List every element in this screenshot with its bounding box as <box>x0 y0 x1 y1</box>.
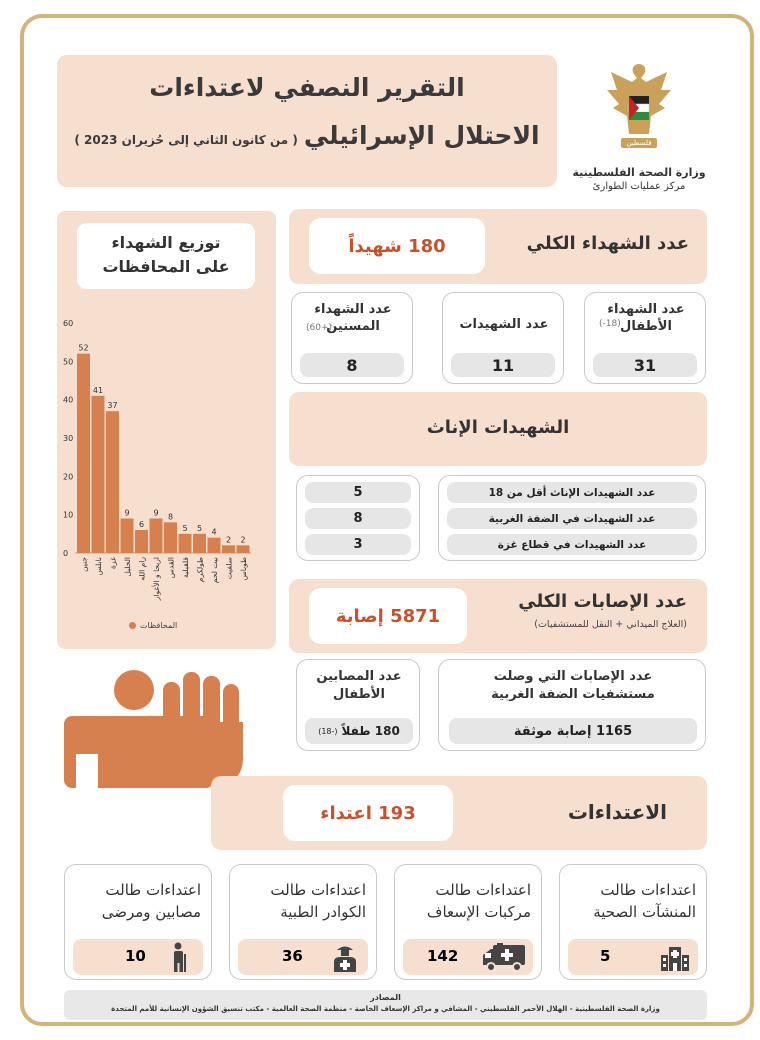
category-label: جنين <box>79 557 89 572</box>
female-under18-label: عدد الشهيدات الإناث أقل من 18 <box>447 482 697 503</box>
bar-value-label: 9 <box>153 508 159 518</box>
attack-patients-value: 10 <box>125 947 146 965</box>
attack-facilities-pill <box>568 939 698 975</box>
chart-bar <box>150 519 163 554</box>
chart-bar <box>92 396 105 553</box>
attack-patients-pill <box>73 939 203 975</box>
injury-children-value: 180 طفلاً <box>341 724 400 738</box>
stop-hand-illustration <box>59 668 279 788</box>
attack-medics-label: اعتداءات طالت الكوادر الطبية <box>270 881 366 921</box>
female-gaza-label: عدد الشهيدات في قطاع غزة <box>447 534 697 555</box>
total-injuries-label: عدد الإصابات الكلي <box>518 591 687 612</box>
injury-children-label: عدد المصابين الأطفال <box>316 669 402 702</box>
chart-bar <box>179 534 192 553</box>
emblem-text: فلسطين <box>626 139 652 147</box>
report-title-line2-wrap <box>57 121 557 150</box>
category-label: طولكرم <box>195 557 205 583</box>
female-westbank-label: عدد الشهيدات في الضفة الغربية <box>447 508 697 529</box>
legend-marker-icon <box>129 622 136 629</box>
bar-value-label: 41 <box>92 385 104 395</box>
bar-value-label: 37 <box>107 401 118 411</box>
ambulance-icon <box>481 943 527 973</box>
category-label: سلفيت <box>224 557 234 580</box>
infographic-frame <box>20 14 754 1026</box>
category-label: طوباس <box>239 557 248 581</box>
attack-ambulances-pill <box>403 939 533 975</box>
injury-hospitals-card <box>438 659 706 751</box>
report-title-line2: الاحتلال الإسرائيلي <box>303 121 540 150</box>
female-labels-card <box>438 475 706 561</box>
chart-bar <box>106 411 119 553</box>
attack-facilities-label: اعتداءات طالت المنشآت الصحية <box>593 881 696 921</box>
medic-icon <box>332 942 358 972</box>
chart-bar <box>164 522 177 553</box>
attack-card-facilities <box>559 864 707 980</box>
total-martyrs-label: عدد الشهداء الكلي <box>526 233 689 254</box>
injury-children-note: (-18) <box>318 726 338 736</box>
bar-value-label: 8 <box>167 512 174 522</box>
attack-card-medics <box>229 864 377 980</box>
female-martyrs-title: الشهيدات الإناث <box>426 417 570 438</box>
attack-medics-value: 36 <box>282 947 303 965</box>
bar-value-label: 2 <box>225 535 232 545</box>
attacks-total-value: 193 اعتداء <box>283 785 453 841</box>
bar-value-label: 9 <box>124 508 130 518</box>
injury-children-card <box>296 659 420 751</box>
chart-bar <box>208 538 221 553</box>
female-gaza-value: 3 <box>305 534 411 555</box>
category-label: القدس <box>166 557 176 579</box>
martyr-children-note: (-18) <box>599 319 621 329</box>
female-values-card <box>296 475 420 561</box>
elderly-martyrs-note: (60+) <box>306 323 333 333</box>
total-injuries-sub: (العلاج الميداني + النقل للمستشفيات) <box>534 619 687 630</box>
y-tick-label: 0 <box>63 549 69 558</box>
female-martyrs-value: 11 <box>451 353 555 377</box>
injury-hospitals-label: عدد الإصابات التي وصلت مستشفيات الضفة الغربية <box>491 669 655 702</box>
attack-ambulances-value: 142 <box>427 947 459 965</box>
martyr-children-label: عدد الشهداء الأطفال <box>607 302 685 334</box>
martyrs-by-governorate-chart <box>57 211 276 649</box>
bar-value-label: 5 <box>182 523 188 533</box>
report-title-line1: التقرير النصفي لاعتداءات <box>149 73 465 102</box>
total-martyrs-value: 180 شهيداً <box>309 218 485 274</box>
injury-children-pill <box>305 718 413 744</box>
chart-title: توزيع الشهداء على المحافظات <box>102 233 230 276</box>
bar-value-label: 6 <box>138 520 145 529</box>
category-label: غزة <box>108 557 118 569</box>
chart-bar <box>135 530 148 553</box>
y-tick-label: 50 <box>63 357 74 367</box>
elderly-martyrs-card <box>291 292 413 384</box>
y-tick-label: 40 <box>63 395 74 405</box>
attacks-total-label: الاعتداءات <box>567 800 667 824</box>
category-label: الخليل <box>123 557 132 577</box>
y-tick-label: 60 <box>63 319 74 328</box>
chart-bar <box>77 354 90 553</box>
ministry-unit: مركز عمليات الطوارئ <box>592 181 686 192</box>
bar-value-label: 2 <box>240 535 246 545</box>
attack-ambulances-label: اعتداءات طالت مركبات الإسعاف <box>426 881 531 921</box>
sources-box <box>64 990 707 1020</box>
chart-bar <box>237 545 250 553</box>
category-label: رام الله <box>137 557 147 581</box>
female-westbank-value: 8 <box>305 508 411 529</box>
hospital-icon <box>660 943 690 971</box>
ministry-name: وزارة الصحة الفلسطينية <box>572 166 706 179</box>
category-label: بيت لحم <box>210 557 219 584</box>
sources-text: وزارة الصحة الفلسطينية - الهلال الأحمر الفلسطيني - المشافي و مراكز الإسعاف الخاصة - منظمة الصحة العالمية - مكتب تنسيق الشؤون الإنسانية للأمم المتحدة <box>111 1005 660 1013</box>
total-injuries-box <box>289 579 707 653</box>
attack-card-patients <box>64 864 212 980</box>
female-martyrs-header <box>289 392 707 466</box>
female-martyrs-card <box>442 292 564 384</box>
injury-hospitals-value: 1165 إصابة موثقة <box>449 718 697 744</box>
patient-icon <box>169 942 189 972</box>
female-under18-value: 5 <box>305 482 411 503</box>
female-martyrs-label: عدد الشهيدات <box>459 317 549 332</box>
chart-legend <box>129 621 177 630</box>
martyr-children-value: 31 <box>593 353 697 377</box>
martyr-children-card <box>584 292 706 384</box>
bar-value-label: 52 <box>78 343 89 353</box>
attacks-total-box <box>211 776 707 850</box>
total-martyrs-box <box>289 209 707 284</box>
chart-bar <box>222 545 235 553</box>
attack-medics-pill <box>238 939 368 975</box>
ministry-emblem <box>599 56 679 156</box>
category-label: اريحا و الأغوار <box>152 557 161 601</box>
legend-label: المحافظات <box>140 621 178 630</box>
category-label: قلقيلية <box>181 557 190 578</box>
attack-facilities-value: 5 <box>600 947 611 965</box>
elderly-martyrs-value: 8 <box>300 353 404 377</box>
elderly-martyrs-label: عدد الشهداء المسنين <box>314 302 392 334</box>
bar-value-label: 5 <box>196 523 203 533</box>
attack-patients-label: اعتداءات طالت مصابين ومرضى <box>101 881 201 921</box>
chart-panel <box>57 211 276 649</box>
attack-card-ambulances <box>394 864 542 980</box>
y-tick-label: 10 <box>63 510 74 520</box>
category-label: نابلس <box>94 557 103 576</box>
total-injuries-value: 5871 إصابة <box>309 588 467 644</box>
y-tick-label: 20 <box>63 472 74 482</box>
report-period: ( من كانون الثاني إلى حُزيران 2023 ) <box>74 133 298 147</box>
chart-bar <box>121 519 134 554</box>
header-panel <box>57 55 557 187</box>
bar-value-label: 4 <box>211 527 217 537</box>
sources-title: المصادر <box>370 993 401 1002</box>
chart-bar <box>193 534 206 553</box>
y-tick-label: 30 <box>63 434 74 443</box>
